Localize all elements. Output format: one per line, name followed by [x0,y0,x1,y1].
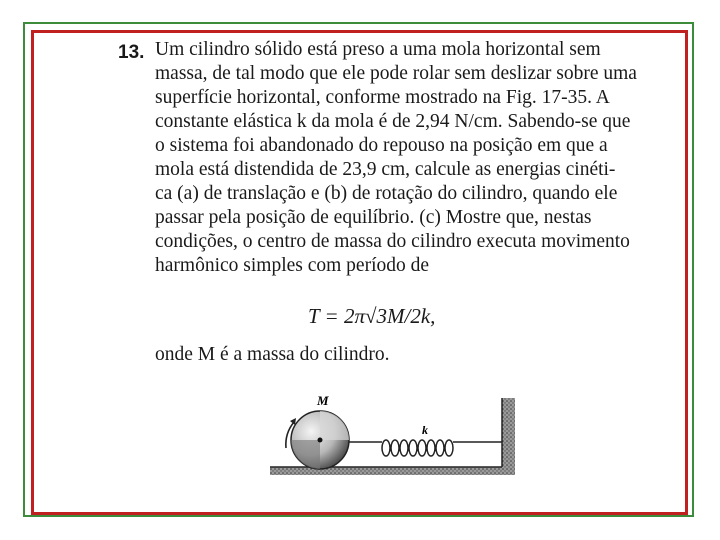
wall [502,398,515,475]
problem-line-5: o sistema foi abandonado do repouso na posição em que a [155,135,608,156]
problem-line-4: constante elástica k da mola é de 2,94 N/cm. Sabendo-se que [155,111,631,132]
mass-label: M [317,393,329,408]
problem-line-6: mola está distendida de 23,9 cm, calcule as energias cinéti- [155,159,616,180]
figure-drawing [270,392,530,502]
cylinder-spring-figure [270,392,530,502]
problem-line-10: harmônico simples com período de [155,255,430,276]
problem-number: 13. [118,42,145,63]
problem-line-3: superfície horizontal, conforme mostrado na Fig. 17-35. A [155,87,610,108]
problem-line-2: massa, de tal modo que ele pode rolar sem deslizar sobre uma [155,63,637,84]
problem-line-1: Um cilindro sólido está preso a uma mola horizontal sem [155,39,601,60]
spring [349,440,502,456]
cylinder [291,411,349,469]
problem-line-7: ca (a) de translação e (b) de rotação do cilindro, quando ele [155,183,618,204]
period-formula: T = 2π√3M/2k, [308,304,436,328]
ground-surface [270,467,515,475]
spring-label: k [422,423,428,437]
problem-line-9: condições, o centro de massa do cilindro executa movimento [155,231,630,252]
problem-line-8: passar pela posição de equilíbrio. (c) Mostre que, nestas [155,207,592,228]
formula-note: onde M é a massa do cilindro. [155,344,390,365]
